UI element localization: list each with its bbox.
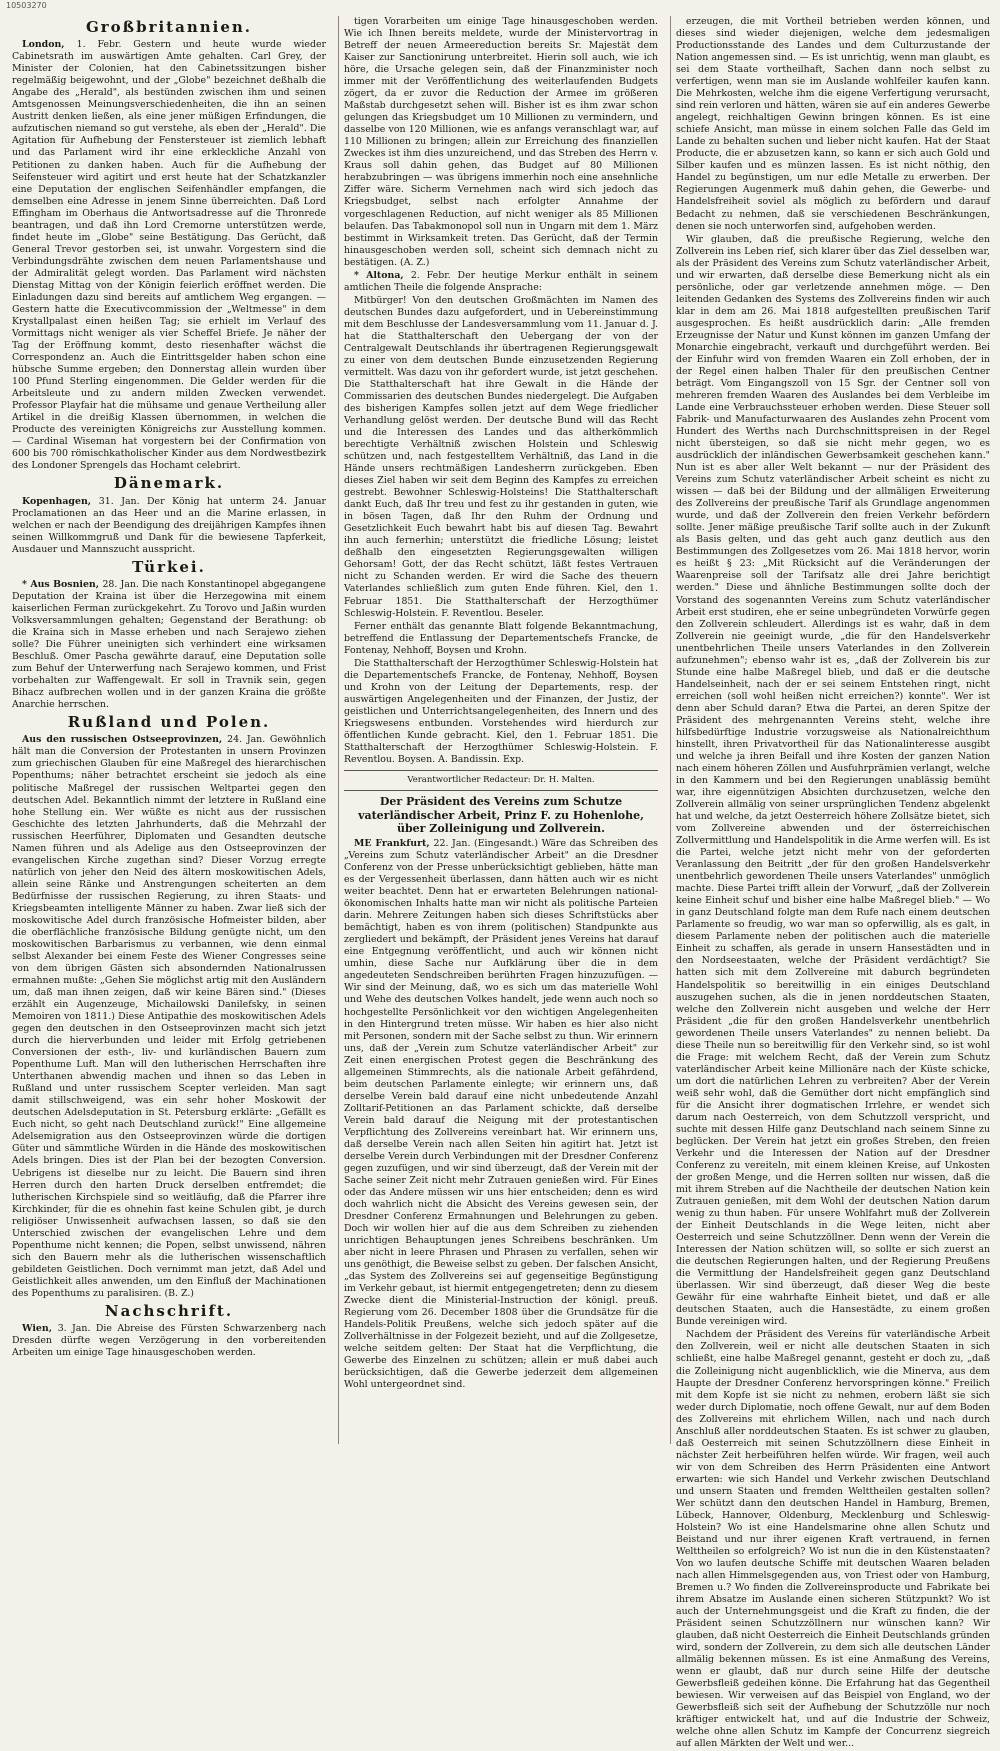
dateline: Aus den russischen Ostseeprovinzen, xyxy=(22,734,228,746)
article-paragraph xyxy=(344,838,658,1391)
paragraph-text: 1. Febr. Gestern und heute wurde wieder Cabinetsrath im auswärtigen Amte gehalten. Carl Grey, der Minister der Colonien, hat den Cabinetssitzungen bisher regelmäßig beigewohnt, und der „Globe" bezeichnet deßhalb die Angabe des „Herald", als bestünden zwischen ihm und seinen Amtsgenossen Meinungsverschiedenheiten, die ihn an seinen Austritt denken ließen, als eine jener müßigen Erfindungen, die aufzutischen niemand so gut verstehe, als eben der „Herald". Die Agitation für Aufhebung der Fenstersteuer ist ziemlich lebhaft und das Parlament wird ihr eine erkleckliche Anzahl von Petitionen zu danken haben. Auch für die Aufhebung der Seifensteuer wird agitirt und erst heute hat der Schatzkanzler eine Deputation der englischen Seifenhändler empfangen, die demselben eine Adresse in jenem Sinne überreichten. Daß Lord Effingham im Oberhaus die Antwortsadresse auf die Thronrede beantragen, und daß ihn Lord Cremorne unterstützen werde, findet heute im „Globe" seine Bestätigung. Das Gerücht, daß General Trevor gestorben sei, ist unwahr. Vorgestern sind die Verbindungsdrähte zwischen dem neuen Parlamentshause und der Admiralität gelegt worden. Das Parlament wird nächsten Dienstag Mittag von der Königin feierlich eröffnet werden. Die Einladungen dazu sind bereits auf amtlichem Weg ergangen. — Gestern hatte die Executivcommission der „Weltmesse" in dem Krystallpalast einen heißen Tag; sie erhielt im Verlauf des Vormittags nicht weniger als vier Scheffel Briefe. Je näher der Tag der Eröffnung kommt, desto riesenhafter wächst die Correspondenz an. Auch die Eintrittsgelder haben schon eine hübsche Summe ergeben; den Donnerstag allein wurden über 100 Pfund Sterling eingenommen. Die Gelder werden für die Arbeitsleute und zu andern milden Zwecken verwendet. Professor Playfair hat die mühsame und genaue Vertheilung aller Artikel in die dreißig Klassen übernommen, in welchen die Producte des vereinigten Königreichs zur Ausstellung kommen. — Cardinal Wiseman hat vorgestern bei der Confirmation von 600 bis 700 römischkatholischer Kinder aus dem Nordwestbezirk des Londoner Sprengels das Hochamt celebrirt. xyxy=(12,39,326,472)
paragraph-text: 24. Jan. Gewöhnlich hält man die Conversion der Protestanten in unsern Provinzen zum griechischen Glauben für eine Maßregel des hierarchischen Popenthums; näher betrachtet erscheint sie jedoch als eine politische Maßregel der russischen Weltpartei gegen den deutschen Adel. Bekanntlich nimmt der letztere in Rußland eine hohe Stellung ein. Wer wüßte es nicht aus der russischen Geschichte des letzten Jahrhunderts, daß die Mehrzahl der russischen Heerführer, Diplomaten und Gesandten deutsche Namen führen und als Adelige aus den Ostseeprovinzen der evangelischen Kirche zugethan sind? Dieser Vorzug erregte natürlich von jeher den Neid des ältern moskowitischen Adels, allein seine Ränke und Anstrengungen scheiterten an dem Bedürfnisse der russischen Regierung, zu ihren Staats- und Kriegsbeamten intelligente Männer zu haben. Zwar ließ sich der moskowitische Adel durch französische Hofmeister bilden, aber die oberflächliche französische Bildung genügte nicht, um den moskowitischen Barbarismus zu verbannen, wie denn einmal selbst Alexander bei einem Feste des Wiener Congresses seine von dem übrigen Gästen sich absondernden Nationalrussen ermahnen mußte: „Gehen Sie möglichst artig mit den Ausländern um, daß man ihnen zeigen, daß wir keine Bären sind." (Dieses erzählt ein Augenzeuge, Michailowski Danilefsky, in seinen Memoiren von 1811.) Diese Antipathie des moskowitischen Adels gegen den deutschen in den Ostseeprovinzen macht sich jetzt durch die hierverbunden und leider mit Erfolg getriebenen Conversionen der esth-, liv- und kurländischen Bauern zum Popenthume Luft. Man will den lutherischen Herrschaften ihre Unterthanen abwendig machen und ihnen so das Leben in Rußland und unter russischem Scepter verleiden. Man sagt damit stillschweigend, was ein sehr hoher Moskowit der deutschen Adelsdeputation in St. Petersburg erklärte: „Gefällt es Euch nicht, so geht nach Deutschland zurück!" Eine allgemeine Adelsemigration aus den Ostseeprovinzen würde die dortigen Güter und sämmtliche Würden in die Hände des moskowitischen Adels bringen. Dies ist der Plan bei der bezogten Conversion. Uebrigens ist dieselbe nur zu leicht. Die Bauern sind ihren Herren durch den harten Druck derselben entfremdet; die lutherischen Kirchspiele sind so weitläufig, daß die Pfarrer ihre Kirchkinder, für die es ohnehin fast keine Schulen gibt, je durch religiöser Unwissenheit aufwachsen lassen, so daß sie den Unterschied zwischen der evangelischen Lehre und dem Popenthume nicht kennen; die Popen, selbst unwissend, nähren sich den Bauern mehr als die lutherischen wissenschaftlich gebildeten Geistlichen. Doch vernimmt man jetzt, daß Adel und Geistlichkeit alles anwenden, um den Einfluß der Machinationen des Popenthums zu paralisiren. (B. Z.) xyxy=(12,734,326,1299)
article-paragraph xyxy=(344,16,658,269)
dateline: ME Frankfurt, xyxy=(354,838,434,850)
paragraph-text: Nachdem der Präsident des Vereins für vaterländische Arbeit den Zollverein, weil er nicht alle deutschen Staaten in sich schließt, eine halbe Maßregel genannt, gesteht er doch zu, „daß die Zolleinigung nicht augenblicklich, wie die Minerva, aus dem Haupte der Dresdner Conferenz hervorspringen könne." Freilich mit dem Kopfe ist sie nicht zu nehmen, erobern läßt sie sich weder durch Diplomatie, noch offene Gewalt, nur auf dem Boden des Zollvereins mit ehrlichem Willen, nach und nach durch Anschluß aller norddeutschen Staaten. Es ist schwer zu glauben, daß Oesterreich mit seinen Schutzzöllnern diese Einheit in nächster Zeit herbeiführen helfen würde. Wir fragen, weil auch wir von dem Schreiben des Herrn Präsidenten eine Antwort erwarten: wie sich Handel und Verkehr zwischen Deutschland und unsern Staaten und fremden Welttheilen gestalten sollen? Wer schützt dann den deutschen Handel in Hamburg, Bremen, Lübeck, Hannover, Oldenburg, Mecklenburg und Schleswig-Holstein? Wo ist eine Handelsmarine ohne allen Schutz und Beistand und nur ihrer eigenen Kraft vertrauend, in fernen Welttheilen so erfolgreich? Wo ist nun die in den Küstenstaaten? Von wo laufen deutsche Schiffe mit deutschen Waaren beladen nach allen Himmelsgegenden aus, von Triest oder von Hamburg, Bremen u.? Wo finden die Zollvereinsproducte und Fabrikate bei ihrem Absatze im Auslande einen sicheren Stützpunkt? Wo ist auch der Unternehmungsgeist und die Kraft zu finden, die der Präsident seinen Schutzzöllnern nur wünschen kann? Wir glauben, daß nicht Oesterreich die Einheit Deutschlands gründen wird, sondern der Zollverein, zu dem sich alle deutschen Länder allmälig bekennen müssen. Es ist eine Anmaßung des Vereins, wenn er glaubt, daß nur durch seine Hilfe der deutsche Gewerbsfleiß gedeihen könne. Die Erfahrung hat das Gegentheil bewiesen. Wir verweisen auf das Beispiel von England, wo der Gewerbsfleiß sich seit der Aufhebung der Schutzzölle nur noch kräftiger entwickelt hat, und auf die Industrie der Schweiz, welche ohne allen Schutz im Kampfe der Concurrenz siegreich auf allen Märkten der Welt und wer... xyxy=(676,1329,990,1750)
article-paragraph xyxy=(344,658,658,766)
dateline: Kopenhagen, xyxy=(22,495,99,507)
section-heading: Großbritannien. xyxy=(85,18,253,36)
article-paragraph xyxy=(12,496,326,556)
column-middle xyxy=(338,16,658,1444)
newspaper-columns xyxy=(12,16,990,1750)
article-paragraph xyxy=(344,621,658,657)
paragraph-text: 2. Febr. Der heutige Merkur enthält in seinem amtlichen Theile die folgende Ansprache: xyxy=(344,269,658,293)
article-headline: Der Präsident des Vereins zum Schutze vaterländischer Arbeit, Prinz F. zu Hohenlohe, über Zolleinigung und Zollverein. xyxy=(358,794,644,836)
column-right xyxy=(670,16,990,1750)
divider xyxy=(344,770,658,771)
section-heading: Dänemark. xyxy=(113,474,225,493)
divider xyxy=(344,790,658,791)
article-paragraph xyxy=(676,16,990,233)
dateline: Wien, xyxy=(22,1323,58,1335)
paragraph-text: 28. Jan. Die nach Konstantinopel abgegangene Deputation der Kraina ist über die Herzegowina mit einem kaiserlichen Ferman zurückgekehrt. Zu Torovo und Jaßin wurden Volksversammlungen gehalten; Gegenstand der Berathung: ob die Kraina sich in Masse erheben und nach Serajewo ziehen solle? Die Führer uneinigten sich verhindert eine wirksamen Beschluß. Omer Pascha gewährte darauf, eine Deputation solle zum Behuf der Unterwerfung nach Serajewo kommen, und Frist vorbehalten zur Waffengewalt. Er soll in Travnik sein, gegen Bihacz aufbrechen wollen und in der ganzen Kraina die größte Anarchie herrschen. xyxy=(12,578,326,711)
article-paragraph xyxy=(12,1323,326,1359)
section-heading: Nachschrift. xyxy=(104,1301,234,1320)
paragraph-text: 31. Jan. Der König hat unterm 24. Januar Proclamationen an das Heer und an die Marine erlassen, in welchen er nach der Beendigung des dreijährigen Kampfes ihnen seinen Willkommgruß und Dank für die bewiesene Tapferkeit, Ausdauer und Mannszucht ausspricht. xyxy=(12,495,326,555)
article-paragraph xyxy=(676,234,990,1329)
section-heading: Türkei. xyxy=(132,557,206,576)
article-paragraph xyxy=(12,734,326,1299)
article-paragraph xyxy=(344,270,658,294)
dateline: * Altona, xyxy=(354,269,411,281)
article-paragraph xyxy=(12,579,326,711)
page-id: 10503270 xyxy=(6,1,47,10)
paragraph-text: Die Statthalterschaft der Herzogthümer Schleswig-Holstein hat die Departementschefs Francke, de Fontenay, Nehhoff, Boysen und Krohn von der Leitung der Departements, resp. der auswärtigen Angelegenheiten und der Finanzen, der Justiz, der geistlichen und Unterrichtsangelegenheiten, des Innern und des Kriegswesens entbunden. Vorstehendes wird hierdurch zur öffentlichen Kunde gebracht. Kiel, den 1. Februar 1851. Die Statthalterschaft der Herzogthümer Schleswig-Holstein. F. Reventlou. Boysen. A. Bandissin. Exp. xyxy=(344,657,658,765)
paragraph-text: tigen Vorarbeiten um einige Tage hinausgeschoben werden. Wie ich Ihnen bereits meldete, wurde der Ministervortrag in Betreff der neuen Armeereduction bereits Sr. Majestät dem Kaiser zur Sanctionirung unterbreitet. Hierin soll auch, wie ich höre, die Ursache gelegen sein, daß der Finanzminister noch immer mit der Veröffentlichung des weiterlaufenden Budgets zögert, da er zuvor die Reduction der Armee im größeren Maßstab durchgesetzt sehen will. Bisher ist es ihm zwar schon gelungen das Kriegsbudget um 10 Millionen zu vermindern, und dasselbe von 120 Millionen, wie es anfangs veranschlagt war, auf 110 Millionen zu bringen; allein zur Erreichung des finanziellen Zweckes ist ihm dies unzureichend, und das Streben des Herrn v. Kraus soll dahin gehen, das Budget auf 80 Millionen herabzubringen — was übrigens immerhin noch eine ansehnliche Ziffer wäre. Sicherm Vernehmen nach wird sich jedoch das Kriegsbudget, selbst nach erfolgter Annahme der vorgeschlagenen Reduction, auf nicht weniger als 85 Millionen belaufen. Das Tabakmonopol soll nun in Ungarn mit dem 1. März bestimmt in Wirksamkeit treten. Das Gerücht, daß der Termin hinausgeschoben werden soll, scheint sich demnach nicht zu bestätigen. (A. Z.) xyxy=(344,16,658,268)
paragraph-text: Wir glauben, daß die preußische Regierung, welche den Zollverein ins Leben rief, sich klarer über das Ziel desselben war, als der Präsident des Vereins zum Schutz vaterländischer Arbeit, und wir erwarten, daß derselbe diese Bemerkung nicht als ein persönliche, oder gar verletzende annehmen möge. — Den leitenden Gedanken des Systems des Zollvereins finden wir auch klar in dem am 26. Mai 1818 aufgestellten preußischen Tarif ausgesprochen. Es heißt ausdrücklich darin: „Alle fremden Erzeugnisse der Natur und Kunst können im ganzen Umfang der Monarchie eingebracht, verkauft und durchgeführt werden. Bei der Einfuhr wird von fremden Waaren ein Zoll erhoben, der in der Regel einen halben Thaler für den preußischen Centner beträgt. Vom Eingangszoll von 15 Sgr. der Centner soll von mehreren fremden Waaren des Auslandes bei dem Verbleibe im Lande eine Verbrauchssteuer erhoben werden. Diese Steuer soll Fabrik- und Manufacturwaaren des Auslandes zehn Procent vom Hundert des Werths nach Durchschnittspreisen in der Regel nicht übersteigen, so daß sie nicht mehr gegen, wo es ausdrücklich der inländischen Gewerbsamkeit geschehen kann." Nun ist es aber aller Welt bekannt — nur der Präsident des Vereins zum Schutz vaterländischer Arbeit scheint es nicht zu wissen — daß bei der Bildung und der allmäligen Erweiterung des Zollvereins der preußische Tarif als Grundlage angenommen wurde, und daß der Zollverein den freien Verkehr befördern sollte. Jener mäßige preußische Tarif sollte auch in der Zukunft als Basis gelten, und das geht auch ganz deutlich aus den Bestimmungen des Zollgesetzes vom 26. Mai 1818 hervor, worin es heißt § 23: „Mit Rücksicht auf die Veränderungen der Waarenpreise soll der Tarifsatz alle drei Jahre berichtigt werden." Diese und ähnliche Bestimmungen sollte doch der Vorstand des sogenannten Vereins zum Schutz vaterländischer Arbeit erst studiren, ehe er seine unbegründeten Vorwürfe gegen den Zollverein schleudert. Allerdings ist es wahr, daß in dem Zollverein nie geeinigt wurde, „die für den Handelsverkehr unentbehrlichen Theile unsers Vaterlandes in den Zollverein aufzunehmen"; ebenso wahr ist es, „daß der Zollverein bis zur Stunde eine halbe Maßregel blieb, und daß er die deutsche Handelseinheit, nach der er sei seinem Entstehen ringt, nicht erreichen (soll wohl heißen nicht erreichen?) konnte". Wer ist denn aber Schuld daran? Etwa die Partei, an deren Spitze der Präsident des mehrgenannten Vereins steht, welche ihre hilfsbedürftige Industrie vorzugsweise als Nationalreichthum hinstellt, ihren Privatvortheil für das Nationalinteresse ausgibt und welche ja ihren Beifall und ihre Kosten der ganzen Nation nach einem höheren Zöllen und Ausfuhrprämien verlangt, welche in den Kammern und bei den Regierungen unablässig bemüht war, ihre eigennützigen Absichten durchzusetzen, welche den Zollverein allmälig von seiner ursprünglichen Tendenz abgelenkt hat und welche, da jetzt Oesterreich höhere Zollsätze bietet, sich vom Zollvereine abwenden und der österreichischen Zollvermittlung und Handelspolitik in die Arme werfen will. Es ist die Partei, welche jetzt nicht mehr von der geforderten Veranlassung den Beitritt „der für den großen Handelsverkehr unentbehrlich gewordenen Theile unsers Vaterlandes" unmöglich machte. Diese Partei trifft allein der Vorwurf, „daß der Zollverein keine Einheit schuf und bisher eine halbe Maßregel blieb." — Wo in ganz Deutschland folgte man dem Rufe nach einem deutschen Parlamente so freudig, wo war man so opferwillig, als es galt, in diesem Parlamente neben der politischen auch die materielle Einheit zu schaffen, als gerade in unsern Hansestädten und in den Nordseestaaten, welche der Präsident verdächtigt? Sie hatten sich mit dem Zollvereine mit daburch begründeten Handelspolitik so bereitwillig in ein einiges Deutschland auszugehen suchen, als die in jenen norddeutschen Staaten, welche den Zollverein nicht ausgeben und welche der Herr Präsident „die für den großen Handelsverkehr unentbehrlich gewordenen Theile unsers Vaterlandes" zu nennen beliebt. Da diese Theile nun so bereitwillig für den Verkehr sind, so ist wohl die Frage: mit welchem Recht, daß der Verein zum Schutz vaterländischer Arbeit keine Millionäre nach der Küste schicke, um dort die natürlichen Lehren zu verbreiten? Aber der Verein weiß sehr wohl, daß die Gemüther dort nicht empfänglich sind für die Ansicht ihrer dogmatischen Irrlehre, er wendet sich darum nach Oesterreich, von dem Schutzzoll verspricht, und suchte mit dessen Hilfe ganz Deutschland nach seinem Sinne zu beglücken. Der Verein hat jetzt ein großes Streben, den freien Verkehr und die Interessen der Nation auf der Dresdner Conferenz zu vereiteln, mit einem kleinen Kreise, auf Unkosten der großen Menge, und die Herren sollten nur wissen, daß die mit ihrem Streben auf die Nachtheile der deutschen Nation kein Zutrauen genießen, mit dem Wohl der deutschen Nation darum wenig zu thun haben. Für unsere Wohlfahrt muß der Zollverein der Einheit Deutschlands in die Wege leiten, nicht aber Oesterreich und seine Schutzzöllner. Denn wenn der Verein die Interessen der Nation schützen will, so sollte er sich zuerst an die deutschen Regierungen halten, und der Regierung Preußens die Vermittlung der Handelsfreiheit gegen ganz Deutschland überlassen. Wir sind überzeugt, daß dieser Weg die beste Gewähr für eine wahrhafte Einheit bietet, und daß er alle deutschen Staaten, auch die Hansestädte, zu einem großen Bunde vereinigen wird. xyxy=(676,233,990,1328)
dateline: * Aus Bosnien, xyxy=(22,578,103,590)
article-paragraph xyxy=(344,295,658,620)
editor-credit: Verantwortlicher Redacteur: Dr. H. Malten. xyxy=(407,774,595,785)
dateline: London, xyxy=(22,39,77,51)
paragraph-text: 3. Jan. Die Abreise des Fürsten Schwarzenberg nach Dresden dürfte wegen Verzögerung in den vorbereitenden Arbeiten um einige Tage hinausgeschoben werden. xyxy=(12,1323,326,1359)
paragraph-text: Mitbürger! Von den deutschen Großmächten im Namen des deutschen Bundes dazu aufgefordert, und in Uebereinstimmung mit dem Beschlusse der Landesversammlung vom 11. Januar d. J. hat die Statthalterschaft den Uebergang der von der Centralgewalt Deutschlands ihr übertragenen Regierungsgewalt zu einer von dem deutschen Bunde einzusetzenden Regierung vermittelt. Was dazu von ihr gefordert wurde, ist jetzt geschehen. Die Statthalterschaft hat ihre Gewalt in die Hände der Commissarien des deutschen Bundes niedergelegt. Die Aufgaben des bisherigen Kampfes sollen jetzt auf dem Wege friedlicher Verhandlung gelöst werden. Der deutsche Bund will das Recht und die Interessen des Landes und das altherkömmlich berechtigte Verhältniß zwischen Holstein und Schleswig schützen und, nach festgestelltem Verhältniß, das Land in die Hände unsers rechtmäßigen Landesherrn zurückgeben. Eben dieses Ziel haben wir seit dem Beginn des Kampfes zu erreichen gestrebt. Bewohner Schleswig-Holsteins! Die Statthalterschaft dankt Euch, daß Ihr treu und fest zu ihr gestanden in guten, wie in bösen Tagen, daß Ihr den Ruhm der Ordnung und Gesetzlichkeit Euch bewahrt habt bis auf diesen Tag. Bewahrt ihn auch fernerhin; unterstützt die friedliche Lösung; leistet deßhalb den eingesetzten Regierungsgewalten willigen Gehorsam! Gott, der das Recht schützt, läßt festes Vertrauen nicht zu Schanden werden. Er wird die Sache des theuern Vaterlandes schließlich zum guten Ende führen. Kiel, den 1. Februar 1851. Die Statthalterschaft der Herzogthümer Schleswig-Holstein. F. Reventlou. Beseler. xyxy=(344,294,658,619)
article-paragraph xyxy=(12,39,326,472)
paragraph-text: erzeugen, die mit Vortheil betrieben werden können, und dieses sind wieder diejenigen, welche dem jedesmaligen Productionsstande des Landes und dem Culturzustande der Nation angemessen sind. — Es ist unrichtig, wenn man glaubt, es sei dem Staate vortheilhaft, Sachen dann noch selbst zu verfertigen, wenn man sie im Auslande wohlfeiler kaufen kann. Die Mehrkosten, welche ihm die eigene Verfertigung verursacht, sind rein verloren und hätten, wären sie auf ein anderes Gewerbe angelegt, reichhaltigen Gewinn bringen können. Es ist eine schiefe Ansicht, man müsse in einem solchen Falle das Geld im Lande zu behalten suchen und lieber nicht kaufen. Hat der Staat Producte, die er abzusetzen kann, so kann er sich auch Gold und Silber kaufen und es münzen lassen. Es ist nicht nöthig, den Handel zu begünstigen, um nur edle Metalle zu erwerben. Der Regierungen Augenmerk muß dahin gehen, die Gewerbe- und Handelsfreiheit soviel als möglich zu befördern und darauf Bedacht zu nehmen, daß sie verschiedenen Beschränkungen, denen sie noch unterworfen sind, aufgehoben werden. xyxy=(676,16,990,232)
column-left xyxy=(12,16,326,1444)
paragraph-text: 22. Jan. (Eingesandt.) Wäre das Schreiben des „Vereins zum Schutz vaterländischer Arbeit" an die Dresdner Conferenz von der Presse unberücksichtigt geblieben, hätte man es der Vergessenheit überlassen, dann hätten auch wir es nicht weiter beachtet. Denn hat er erwarteten Belehrungen national-ökonomischen Inhalts hatte man wir nicht als politische Parteien darin. Mehrere Zeitungen haben sich dieses Schriftstücks aber bemächtigt, haben es von ihrem (politischen) Standpunkte aus zergliedert und bekämpft, der Präsident jenes Vereins hat darauf eine Entgegnung veröffentlicht, und auch wir können nicht umhin, diese Sache nur Aufklärung über die in dem angedeuteten Sendschreiben berührten Fragen hinzuzufügen. — Wir sind der Meinung, daß, wo es sich um das materielle Wohl und Wehe des deutschen Volkes handelt, jede wenn auch noch so hochgestellte Persönlichkeit vor den wichtigen Angelegenheiten in den Hintergrund treten müsse. Wir haben es hier also nicht mit Personen, sondern mit der Sache selbst zu thun. Wir erinnern uns, daß der „Verein zum Schutze vaterländischer Arbeit" zur Zeit einen energischen Protest gegen die Beschränkung des allgemeinen Stimmrechts, als die nationale Arbeit gefährdend, beim deutschen Parlamente einlegte; wir erinnern uns, daß derselbe Verein bald darauf eine nicht unbedeutende Anzahl Zolltarif-Petitionen an das Parlament schickte, daß derselbe Verein bald darauf die Neigung mit der protestantischen Verpflichtung des Zollvereins vereinbart hat. Wir erinnern uns, daß derselbe Verein nach allen Seiten hin agitirt hat. Jetzt ist derselbe Verein durch Verbindungen mit der Dresdner Conferenz gegen zuzufügen, und wir sind überzeugt, daß der Verein mit der Sache seiner Zeit nicht mehr Zutrauen genießen wird. Für Eines oder das Andere müssen wir uns hier entscheiden; denn es wird doch wahrlich nicht die Absicht des Vereins gewesen sein, der Dresdner Conferenz Ermahnungen und Belehrungen zu geben. Doch wir wollen hier auf die aus dem Schreiben zu ziehenden unrichtigen Behauptungen jenes Schreibens beschränken. Um aber nicht in leere Phrasen und Phrasen zu verfallen, sehen wir uns genöthigt, die Beweise selbst zu geben. Der falschen Ansicht, „das System des Zollvereins sei auf gegenseitige Begünstigung im Verkehr gebaut, ist hiermit entgegengetreten; denn zu diesem Zwecke dient die Ministerial-Instruction der königl. preuß. Regierung vom 26. December 1808 über die Grundsätze für die Handels-Politik Preußens, welche sich jedoch später auf die Zollverhältnisse in der Folgezeit bezieht, und auf die Zollgesetze, welche seitdem gelten: Der Staat hat die Verpflichtung, die Gewerbe des Einzelnen zu schützen; allein er muß dabei auch berücksichtigen, daß die Gewerbe jederzeit dem allgemeinen Wohl untergeordnet sind. xyxy=(344,838,658,1391)
section-heading: Rußland und Polen. xyxy=(67,713,271,732)
paragraph-text: Ferner enthält das genannte Blatt folgende Bekanntmachung, betreffend die Entlassung der Departementschefs Francke, de Fontenay, Nehhoff, Boysen und Krohn. xyxy=(344,620,658,656)
article-paragraph xyxy=(676,1329,990,1750)
